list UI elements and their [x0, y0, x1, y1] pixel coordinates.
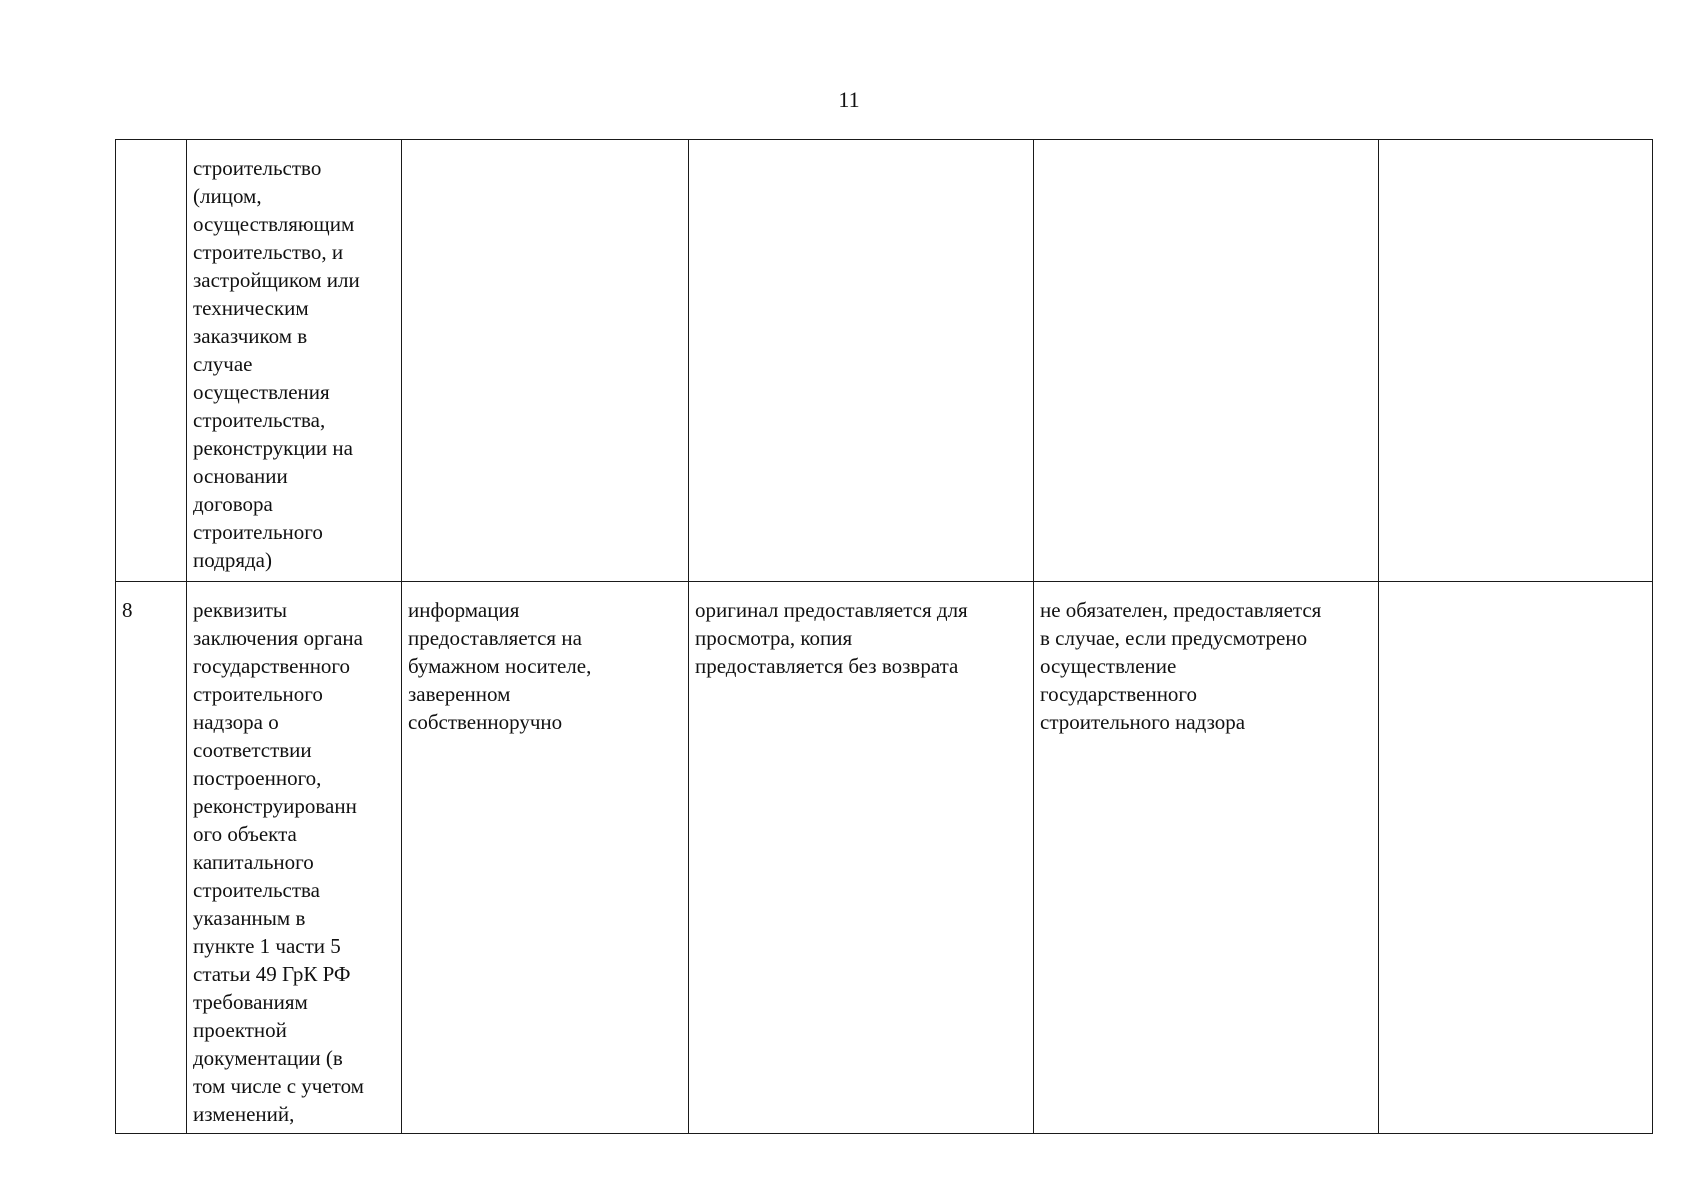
documents-table [115, 139, 1653, 1134]
submission-form-text: информация предоставляется на бумажном носителе, заверенном собственноручно [408, 598, 592, 734]
requirement-text: не обязателен, предоставляется в случае, если предусмотрено осуществление государственного строительного надзора [1040, 598, 1322, 734]
requirement-cell [1034, 140, 1379, 582]
document-name-text: реквизиты заключения органа государственного строительного надзора о соответствии построенного, реконструированн ого объекта капитального строительства указанным в пункте 1 части 5 статьи 49 ГрК РФ требованиям проектной документации (в том числе с учетом изменений, [193, 598, 364, 1126]
original-copy-cell [689, 140, 1034, 582]
submission-form-cell [402, 140, 689, 582]
document-name-text: строительство (лицом, осуществляющим строительство, и застройщиком или техническим заказчиком в случае осуществления строительства, реконструкции на основании договора строительного подряда) [193, 156, 360, 572]
document-name-cell [187, 140, 402, 582]
requirement-cell [1034, 582, 1379, 1134]
original-copy-text: оригинал предоставляется для просмотра, копия предоставляется без возврата [695, 598, 968, 678]
document-name-cell [187, 582, 402, 1134]
table-row [116, 582, 1653, 1134]
row-number-cell [116, 582, 187, 1134]
row-number-cell [116, 140, 187, 582]
page-number: 11 [838, 87, 860, 112]
note-cell [1379, 140, 1653, 582]
submission-form-cell [402, 582, 689, 1134]
table-row [116, 140, 1653, 582]
row-number: 8 [122, 598, 133, 622]
note-cell [1379, 582, 1653, 1134]
original-copy-cell [689, 582, 1034, 1134]
